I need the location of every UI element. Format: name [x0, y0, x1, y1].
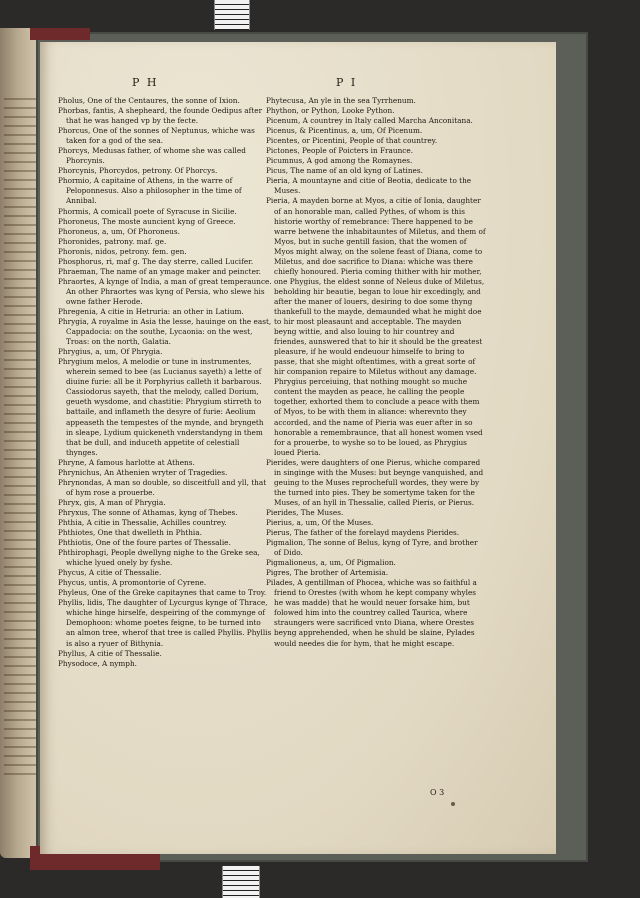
dictionary-entry: Phoroneus, a, um, Of Phoroneus.	[58, 226, 180, 236]
dictionary-entry: Picenus, & Picentinus, a, um, Of Picenum.	[266, 126, 423, 136]
dictionary-entry: Pigres, The brother of Artemisia.	[266, 568, 389, 578]
dictionary-entry: Pieria, A mayden borne at Myos, a citie of Ionia, daughter of an honorable man, called Pythes, of whom is this historie worthy of remebrance: There happened to be warre betwene the inhabitauntes of Miletus, and them of Myos, but in suche gentill fasion, that the women of Myos might alway, on the solene feast of Diana, come to Miletus, and doe sacrifice to Diana: whiche was there chiefly honoured. Pieria coming thither with hir mother, one Phygius, the eldest sonne of Neleus duke of Miletus, beholding hir beautie, began to loue hir excedingly, and after the maner of louers, desiring to doe some thyng thankefull to the mayde, demaunded what he might doe to hir most pleasaunt and acceptable. The mayden beyng wittie, and also louing to hir countrey and friendes, aunswered that to hir it should be the greatest pleasure, if he would endeuour himselfe to bring to passe, that she might oftentimes, with a great sorte of hir companion repaire to Miletus without any damage. Phrygius perceiuing, that nothing mought so muche content the mayden as peace, he calling the people together, exhorted them to conclude a peace with them of Myos, to be with them in aliance: wherevnto they accorded, and the name of Pieria was euer after in so honorable a remembraunce, that all honest women vsed for a prouerbe, to wyshe so to be loued, as Phrygius loued Pieria.	[266, 196, 486, 457]
dictionary-entry: Phrynichus, An Athenien wryter of Tragedies.	[58, 467, 228, 477]
dictionary-entry: Picumnus, A god among the Romaynes.	[266, 156, 413, 166]
dictionary-entry: Pierides, were daughters of one Pierus, whiche compared in singinge with the Muses: but beynge vanquished, and geuing to the Muses reprochefull wordes, they were by the turned into pies. They be somertyme taken for the Muses, of an hyll in Thessalie, called Pieris, or Pierus.	[266, 457, 484, 507]
dictionary-entry: Phormis, A comicall poete of Syracuse in Sicilie.	[58, 206, 237, 216]
running-head-right: P I	[336, 76, 358, 89]
dictionary-entry: Picus, The name of an old kyng of Latines.	[266, 166, 423, 176]
dictionary-entry: Phormio, A capitaine of Athens, in the warre of Peloponnesus. Also a philosopher in the time of Annibal.	[58, 176, 242, 206]
dictionary-entry: Phycus, untis, A promontorie of Cyrene.	[58, 578, 207, 588]
dictionary-entry: Phthiotis, One of the foure partes of Thessalie.	[58, 538, 231, 548]
dictionary-column-left	[58, 96, 272, 669]
dictionary-entry: Phytecusa, An yle in the sea Tyrrhenum.	[266, 96, 416, 105]
dictionary-entry: Picentes, or Picentini, People of that countrey.	[266, 136, 438, 146]
dictionary-entry: Phryx, gis, A man of Phrygia.	[58, 497, 166, 507]
dictionary-entry: Pilades, A gentillman of Phocea, whiche was so faithful a friend to Orestes (with whom he kept company whyles he was madde) that he would neuer forsake him, but folowed him into the countrey called Taurica, where straungers were sacrificed vnto Diana, where Orestes beyng apprehended, when he shuld be slaine, Pylades would needes die for hym, that he might escape.	[266, 578, 477, 648]
dictionary-entry: Phrygium melos, A melodie or tune in instrumentes, wherein semed to bee (as Lucianus sayeth) a lette of diuine furie: all be it Porphyrius calleth it barbarous. Cassiodorus sayeth, that the melody, called Dorium, geueth wysdome, and chastitie: Phrygium stirreth to battaile, and inflameth the desyre of furie: Aeolium appeaseth the tempestes of the mynde, and bryngeth in sleape, Lydium quickeneth vnderstandyng in them that be dull, and induceth appetite of celestiall thynges.	[58, 357, 264, 457]
dictionary-entry: Phycus, A citie of Thessalie.	[58, 568, 162, 578]
dictionary-entry: Phyllus, A citie of Thessalie.	[58, 648, 162, 658]
binding-band-top	[30, 28, 90, 40]
dictionary-entry: Phrynondas, A man so double, so disceitfull and yll, that of hym rose a prouerbe.	[58, 477, 267, 497]
dictionary-entry: Phthiotes, One that dwelleth in Phthia.	[58, 528, 202, 538]
dictionary-entry: Physodoce, A nymph.	[58, 658, 137, 668]
dictionary-entry: Pholus, One of the Centaures, the sonne of Ixion.	[58, 96, 240, 105]
scale-ruler-bottom	[222, 866, 260, 898]
dictionary-entry: Phraeman, The name of an ymage maker and peincter.	[58, 266, 261, 276]
dictionary-entry: Pierus, The father of the forelayd maydens Pierides.	[266, 528, 460, 538]
dictionary-entry: Picenum, A countrey in Italy called Marcha Anconitana.	[266, 116, 473, 126]
dictionary-entry: Phrygia, A royalme in Asia the lesse, hauinge on the east, Cappadocia: on the southe, Lycaonia: on the west, Troas: on the north, Galatia.	[58, 317, 272, 347]
dictionary-entry: Pieria, A mountayne and citie of Beotia, dedicate to the Muses.	[266, 176, 472, 196]
dictionary-entry: Phoronis, nidos, petrony. fem. gen.	[58, 246, 187, 256]
dictionary-entry: Pierius, a, um, Of the Muses.	[266, 517, 374, 527]
dictionary-entry: Phython, or Python, Looke Python.	[266, 106, 395, 116]
dictionary-entry: Phorbas, fantis, A shepheard, the founde Oedipus after that he was hanged vp by the fecte.	[58, 106, 263, 126]
page-stain	[451, 802, 455, 806]
dictionary-entry: Pigmalion, The sonne of Belus, kyng of Tyre, and brother of Dido.	[266, 538, 478, 558]
dictionary-entry: Phrygius, a, um, Of Phrygia.	[58, 347, 163, 357]
dictionary-entry: Phorcus, One of the sonnes of Neptunus, whiche was taken for a god of the sea.	[58, 126, 255, 146]
dictionary-entry: Phryxus, The sonne of Athamas, kyng of Thebes.	[58, 507, 238, 517]
dictionary-entry: Phyllis, lidis, The daughter of Lycurgus kynge of Thrace, whiche hinge hirselfe, despeiring of the commynge of Demophoon: whome poetes feigne, to be turned into an almon tree, wherof that tree is called Phyllis. Phyllis is also a ryuer of Bithynia.	[58, 598, 272, 648]
dictionary-entry: Phregenia, A citie in Hetruria: an other in Latium.	[58, 306, 244, 316]
dictionary-entry: Pigmalioneus, a, um, Of Pigmalion.	[266, 558, 396, 568]
dictionary-entry: Phoronides, patrony. maf. ge.	[58, 236, 167, 246]
dictionary-entry: Phraortes, A kynge of India, a man of great temperaunce. An other Phraortes was kyng of Persia, who slewe his owne father Herode.	[58, 276, 272, 306]
dictionary-entry: Phthirophagi, People dwellyng nighe to the Greke sea, whiche lyued onely by fyshe.	[58, 548, 260, 568]
dictionary-entry: Phyleus, One of the Greke capitaynes that came to Troy.	[58, 588, 267, 598]
dictionary-entry: Phorcys, Medusas father, of whome she was called Phorcynis.	[58, 146, 246, 166]
signature-mark: O 3	[430, 788, 445, 797]
scale-ruler-top	[214, 0, 250, 30]
dictionary-column-right	[266, 96, 486, 649]
dictionary-entry: Phryne, A famous harlotte at Athens.	[58, 457, 195, 467]
dictionary-entry: Phthia, A citie in Thessalie, Achilles countrey.	[58, 517, 227, 527]
dictionary-entry: Pierides, The Muses.	[266, 507, 344, 517]
dictionary-entry: Pictones, People of Poicters in Fraunce.	[266, 146, 414, 156]
dictionary-entry: Phoroneus, The moste auncient kyng of Greece.	[58, 216, 236, 226]
dictionary-entry: Phorcynis, Phorcydos, petrony. Of Phorcys.	[58, 166, 218, 176]
dictionary-entry: Phosphorus, ri, maf g. The day sterre, called Lucifer.	[58, 256, 254, 266]
running-head-left: P H	[132, 76, 159, 89]
